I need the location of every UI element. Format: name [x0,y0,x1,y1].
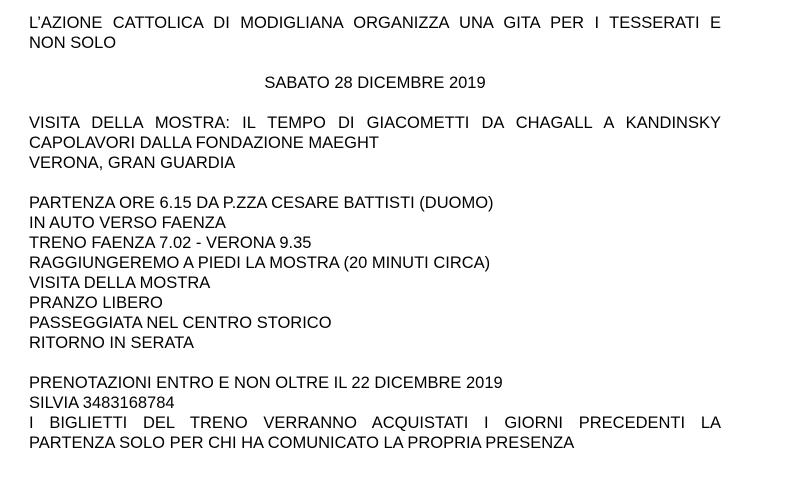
spacer [29,353,721,373]
visit-subtitle: CAPOLAVORI DALLA FONDAZIONE MAEGHT [29,134,379,152]
itinerary-item: IN AUTO VERSO FAENZA [29,214,226,232]
intro-line-2: NON SOLO [29,34,117,52]
spacer [29,93,721,113]
booking-contact: SILVIA 3483168784 [29,394,175,412]
ticket-note-line-2: PARTENZA SOLO PER CHI HA COMUNICATO LA PROPRIA PRESENZA [29,434,575,452]
booking-deadline: PRENOTAZIONI ENTRO E NON OLTRE IL 22 DICEMBRE 2019 [29,374,503,392]
itinerary-item: PRANZO LIBERO [29,294,163,312]
intro-line-1: L’AZIONE CATTOLICA DI MODIGLIANA ORGANIZZA UNA GITA PER I TESSERATI E [29,14,721,32]
document-body [29,13,721,453]
itinerary-item: TRENO FAENZA 7.02 - VERONA 9.35 [29,234,312,252]
ticket-note-line-1: I BIGLIETTI DEL TRENO VERRANNO ACQUISTATI I GIORNI PRECEDENTI LA [29,414,721,432]
event-date: SABATO 28 DICEMBRE 2019 [264,74,486,92]
visit-location: VERONA, GRAN GUARDIA [29,154,236,172]
visit-title: VISITA DELLA MOSTRA: IL TEMPO DI GIACOMETTI DA CHAGALL A KANDINSKY [29,114,721,132]
itinerary-list [29,193,721,353]
spacer [29,53,721,73]
itinerary-item: VISITA DELLA MOSTRA [29,274,211,292]
spacer [29,173,721,193]
itinerary-item: RITORNO IN SERATA [29,334,195,352]
itinerary-item: RAGGIUNGEREMO A PIEDI LA MOSTRA (20 MINUTI CIRCA) [29,254,491,272]
itinerary-item: PARTENZA ORE 6.15 DA P.ZZA CESARE BATTISTI (DUOMO) [29,194,494,212]
itinerary-item: PASSEGGIATA NEL CENTRO STORICO [29,314,332,332]
